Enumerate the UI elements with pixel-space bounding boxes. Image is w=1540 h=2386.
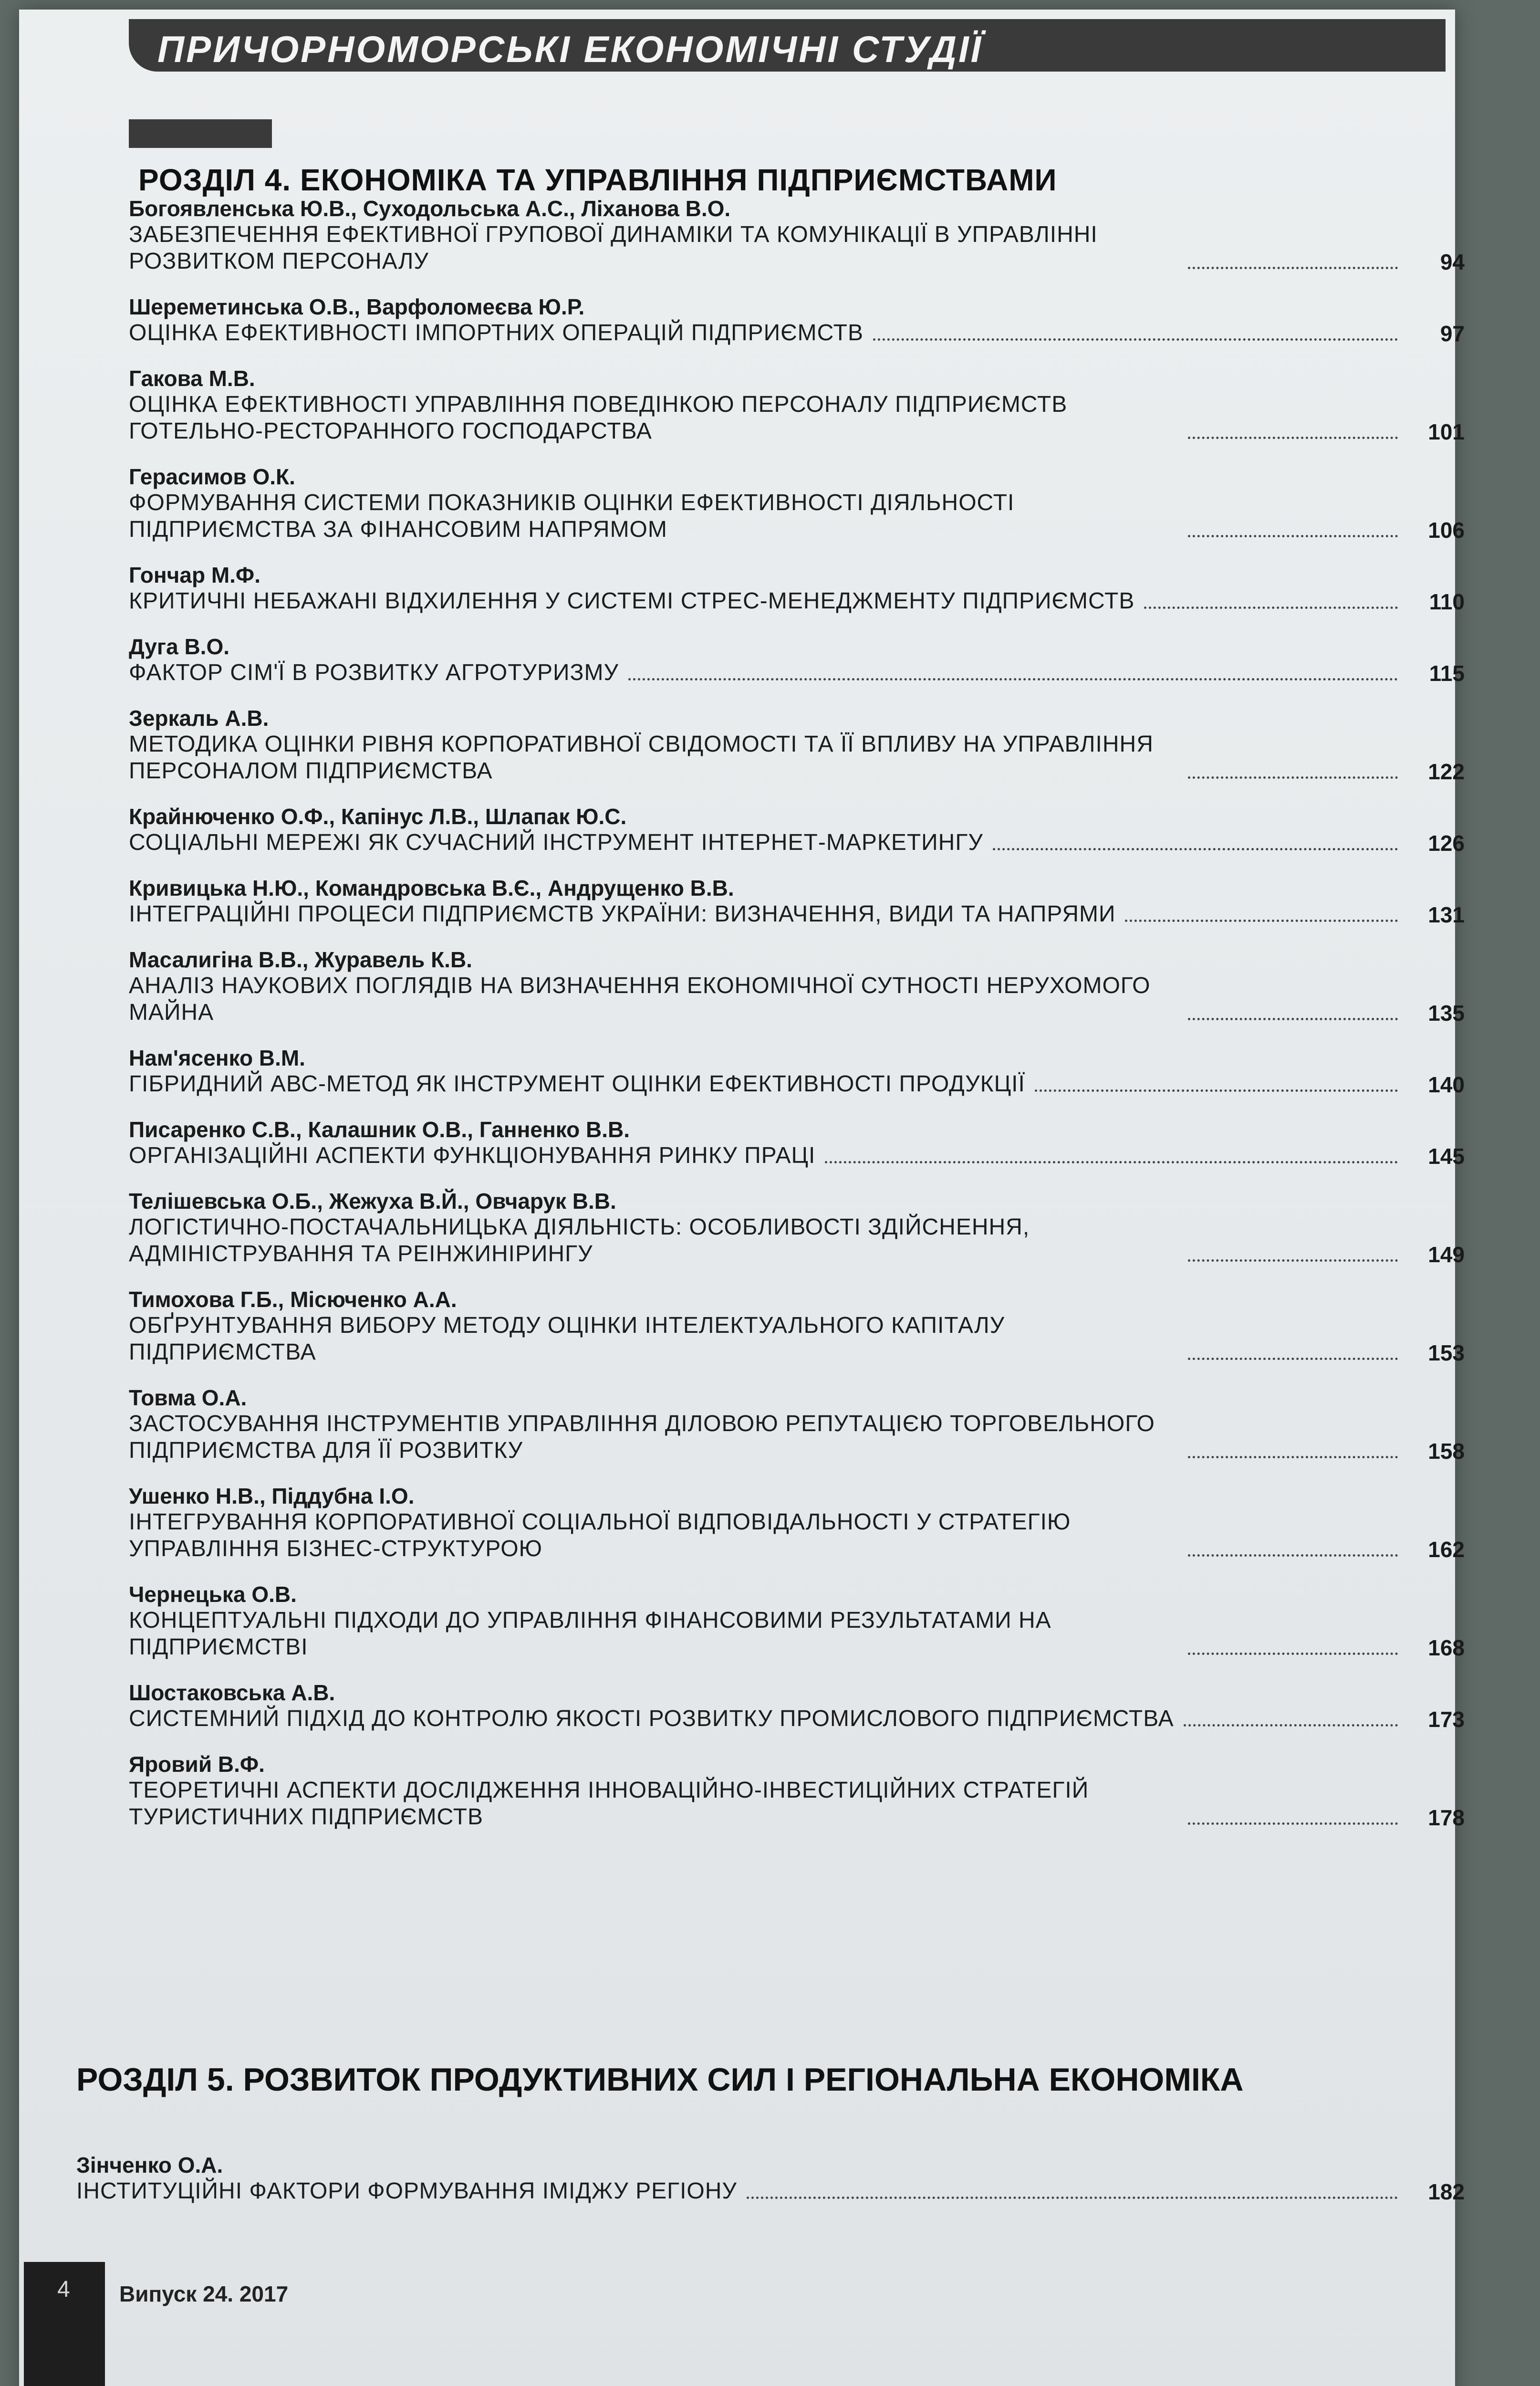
section-4-heading: РОЗДІЛ 4. ЕКОНОМІКА ТА УПРАВЛІННЯ ПІДПРИЄМСТВАМИ [138, 163, 1057, 197]
toc-entry[interactable] [129, 947, 1465, 1026]
dot-leader [1188, 1456, 1398, 1458]
toc-entry-title-row [129, 829, 1465, 856]
dot-leader [1188, 535, 1398, 537]
toc-entry[interactable] [129, 1680, 1465, 1732]
toc-entry-title: КРИТИЧНІ НЕБАЖАНІ ВІДХИЛЕННЯ У СИСТЕМІ СТРЕС-МЕНЕДЖМЕНТУ ПІДПРИЄМСТВ [129, 588, 1135, 614]
table-of-contents [129, 196, 1465, 1850]
toc-entry-title-row [129, 659, 1465, 686]
toc-entry-authors: Гончар М.Ф. [129, 563, 260, 587]
toc-entry-authors: Масалигіна В.В., Журавель К.В. [129, 947, 472, 972]
dot-leader [1125, 920, 1398, 922]
dot-leader [747, 2197, 1398, 2199]
toc-entry-page: 173 [1428, 1707, 1465, 1732]
toc-entry-authors: Товма О.А. [129, 1385, 247, 1410]
dot-leader [1144, 607, 1398, 609]
toc-entry-page: 140 [1428, 1072, 1465, 1097]
toc-entry-title-row [129, 1411, 1465, 1464]
toc-entry-page: 110 [1429, 589, 1465, 614]
toc-entry-title-row [129, 490, 1465, 543]
dot-leader [1188, 1653, 1398, 1655]
toc-entry-authors: Ушенко Н.В., Піддубна І.О. [129, 1484, 415, 1508]
toc-entry[interactable] [129, 562, 1465, 615]
toc-entry-title-row [129, 973, 1465, 1026]
toc-entry-authors: Нам'ясенко В.М. [129, 1046, 305, 1070]
toc-entry[interactable] [129, 705, 1465, 785]
page-number: 4 [57, 2277, 70, 2302]
toc-entry-page: 135 [1428, 1001, 1465, 1026]
toc-entry-title-row [129, 1509, 1465, 1562]
dot-leader [1188, 437, 1398, 439]
toc-entry[interactable] [129, 1117, 1465, 1169]
toc-entry-page: 162 [1428, 1537, 1465, 1562]
toc-entry-title-row [129, 391, 1465, 445]
dot-leader [1188, 1358, 1398, 1360]
toc-entry-page: 106 [1428, 518, 1465, 543]
dot-leader [1184, 1724, 1398, 1727]
toc-entry-page: 126 [1428, 831, 1465, 856]
toc-entry-title: ІНТЕГРУВАННЯ КОРПОРАТИВНОЇ СОЦІАЛЬНОЇ ВІДПОВІДАЛЬНОСТІ У СТРАТЕГІЮ УПРАВЛІННЯ БІЗНЕС-СТРУКТУРОЮ [129, 1509, 1071, 1561]
toc-entry-title-row [129, 1607, 1465, 1661]
dot-leader [1188, 776, 1398, 779]
toc-entry-title-row [129, 1312, 1465, 1366]
dot-leader [628, 678, 1398, 680]
toc-entry-title-row [129, 901, 1465, 928]
toc-entry-title: ФАКТОР СІМ'Ї В РОЗВИТКУ АГРОТУРИЗМУ [129, 660, 619, 685]
journal-header-bar [129, 19, 1446, 72]
toc-entry-page: 97 [1440, 321, 1465, 346]
toc-entry[interactable] [129, 196, 1465, 275]
section-5-heading: РОЗДІЛ 5. РОЗВИТОК ПРОДУКТИВНИХ СИЛ І РЕГІОНАЛЬНА ЕКОНОМІКА [76, 2062, 1244, 2098]
toc-entry-authors: Чернецька О.В. [129, 1582, 297, 1607]
toc-entry-title-row [129, 1706, 1465, 1732]
toc-entry-title: ОЦІНКА ЕФЕКТИВНОСТІ ІМПОРТНИХ ОПЕРАЦІЙ ПІДПРИЄМСТВ [129, 320, 864, 345]
dot-leader [1188, 267, 1398, 269]
toc-entry-title: КОНЦЕПТУАЛЬНІ ПІДХОДИ ДО УПРАВЛІННЯ ФІНАНСОВИМИ РЕЗУЛЬТАТАМИ НА ПІДПРИЄМСТВІ [129, 1608, 1051, 1660]
toc-entry[interactable] [129, 804, 1465, 856]
toc-entry-title: ФОРМУВАННЯ СИСТЕМИ ПОКАЗНИКІВ ОЦІНКИ ЕФЕКТИВНОСТІ ДІЯЛЬНОСТІ ПІДПРИЄМСТВА ЗА ФІНАНСОВИМ НАПРЯМОМ [129, 490, 1015, 542]
toc-entry-title: ОРГАНІЗАЦІЙНІ АСПЕКТИ ФУНКЦІОНУВАННЯ РИНКУ ПРАЦІ [129, 1143, 816, 1168]
journal-page [19, 10, 1465, 2386]
toc-entry-authors: Зеркаль А.В. [129, 706, 269, 731]
toc-entry-page: 178 [1428, 1805, 1465, 1830]
toc-entry-page: 158 [1428, 1439, 1465, 1464]
toc-entry-authors: Крайнюченко О.Ф., Капінус Л.В., Шлапак Ю.С. [129, 804, 627, 829]
issue-label: Випуск 24. 2017 [119, 2281, 289, 2306]
toc-entry-page: 101 [1428, 419, 1465, 444]
toc-entry-authors: Шостаковська А.В. [129, 1680, 335, 1705]
toc-entry-title: ОБҐРУНТУВАННЯ ВИБОРУ МЕТОДУ ОЦІНКИ ІНТЕЛЕКТУАЛЬНОГО КАПІТАЛУ ПІДПРИЄМСТВА [129, 1313, 1005, 1365]
toc-entry-title: ЗАСТОСУВАННЯ ІНСТРУМЕНТІВ УПРАВЛІННЯ ДІЛОВОЮ РЕПУТАЦІЄЮ ТОРГОВЕЛЬНОГО ПІДПРИЄМСТВА ДЛЯ ЇЇ РОЗВИТКУ [129, 1411, 1155, 1463]
toc-entry-title-row [76, 2178, 1465, 2205]
toc-entry-title-row [129, 1071, 1465, 1098]
toc-entry-authors: Писаренко С.В., Калашник О.В., Ганненко В.В. [129, 1117, 630, 1142]
toc-entry-title: ЛОГІСТИЧНО-ПОСТАЧАЛЬНИЦЬКА ДІЯЛЬНІСТЬ: ОСОБЛИВОСТІ ЗДІЙСНЕННЯ, АДМІНІСТРУВАННЯ ТА РЕІНЖИНІРИНГУ [129, 1214, 1030, 1266]
toc-entry-page: 131 [1428, 902, 1465, 927]
toc-entry-page: 94 [1440, 250, 1465, 274]
toc-entry-title-row [129, 320, 1465, 346]
toc-entry-page: 182 [1428, 2179, 1465, 2204]
toc-entry-authors: Зінченко О.А. [76, 2153, 223, 2177]
toc-entry-authors: Герасимов О.К. [129, 464, 295, 489]
toc-entry-authors: Богоявленська Ю.В., Суходольська А.С., Ліханова В.О. [129, 196, 731, 221]
toc-entry-title-row [129, 1142, 1465, 1169]
toc-entry[interactable] [129, 1385, 1465, 1464]
toc-entry-page: 149 [1428, 1242, 1465, 1267]
toc-entry-page: 145 [1428, 1144, 1465, 1169]
toc-entry-title: ЗАБЕЗПЕЧЕННЯ ЕФЕКТИВНОЇ ГРУПОВОЇ ДИНАМІКИ ТА КОМУНІКАЦІЇ В УПРАВЛІННІ РОЗВИТКОМ ПЕРСОНАЛУ [129, 222, 1098, 274]
toc-entry-title: ОЦІНКА ЕФЕКТИВНОСТІ УПРАВЛІННЯ ПОВЕДІНКОЮ ПЕРСОНАЛУ ПІДПРИЄМСТВ ГОТЕЛЬНО-РЕСТОРАННОГО ГОСПОДАРСТВА [129, 392, 1068, 444]
toc-entry[interactable] [129, 1188, 1465, 1267]
toc-entry-title: МЕТОДИКА ОЦІНКИ РІВНЯ КОРПОРАТИВНОЇ СВІДОМОСТІ ТА ЇЇ ВПЛИВУ НА УПРАВЛІННЯ ПЕРСОНАЛОМ ПІДПРИЄМСТВА [129, 732, 1154, 784]
toc-entry-title-row [129, 221, 1465, 275]
toc-entry-title: СИСТЕМНИЙ ПІДХІД ДО КОНТРОЛЮ ЯКОСТІ РОЗВИТКУ ПРОМИСЛОВОГО ПІДПРИЄМСТВА [129, 1706, 1174, 1731]
toc-entry[interactable] [129, 366, 1465, 445]
toc-entry-page: 168 [1428, 1635, 1465, 1660]
toc-entry[interactable] [129, 1287, 1465, 1366]
toc-entry-title: ГІБРИДНИЙ АВС-МЕТОД ЯК ІНСТРУМЕНТ ОЦІНКИ ЕФЕКТИВНОСТІ ПРОДУКЦІЇ [129, 1071, 1025, 1097]
toc-entry[interactable] [129, 1045, 1465, 1098]
toc-entry-title: ІНТЕГРАЦІЙНІ ПРОЦЕСИ ПІДПРИЄМСТВ УКРАЇНИ: ВИЗНАЧЕННЯ, ВИДИ ТА НАПРЯМИ [129, 901, 1116, 927]
toc-entry-authors: Телішевська О.Б., Жежуха В.Й., Овчарук В.В. [129, 1189, 616, 1214]
toc-entry-authors: Шереметинська О.В., Варфоломеєва Ю.Р. [129, 294, 585, 319]
toc-entry-authors: Кривицька Н.Ю., Командровська В.Є., Андрущенко В.В. [129, 876, 734, 900]
dot-leader [825, 1161, 1398, 1163]
dot-leader [1188, 1259, 1398, 1262]
toc-entry-authors: Дуга В.О. [129, 634, 229, 659]
journal-title: ПРИЧОРНОМОРСЬКІ ЕКОНОМІЧНІ СТУДІЇ [157, 28, 983, 70]
toc-entry[interactable] [129, 1483, 1465, 1562]
dot-leader [1188, 1554, 1398, 1557]
toc-entry[interactable] [129, 875, 1465, 928]
toc-entry-title-row [129, 731, 1465, 785]
dot-leader [1035, 1089, 1398, 1092]
section-bar [129, 119, 272, 148]
toc-entry[interactable] [129, 1581, 1465, 1661]
dot-leader [1188, 1822, 1398, 1825]
toc-entry[interactable] [129, 294, 1465, 346]
toc-entry-title: АНАЛІЗ НАУКОВИХ ПОГЛЯДІВ НА ВИЗНАЧЕННЯ ЕКОНОМІЧНОЇ СУТНОСТІ НЕРУХОМОГО МАЙНА [129, 973, 1151, 1025]
toc-entry[interactable] [129, 1751, 1465, 1831]
toc-entry-page: 122 [1428, 759, 1465, 784]
toc-entry-title-row [129, 588, 1465, 615]
toc-entry[interactable] [129, 634, 1465, 686]
toc-entry-title-row [129, 1214, 1465, 1267]
toc-entry-title: ІНСТИТУЦІЙНІ ФАКТОРИ ФОРМУВАННЯ ІМІДЖУ РЕГІОНУ [76, 2178, 737, 2204]
toc-entry-authors: Яровий В.Ф. [129, 1752, 265, 1777]
dot-leader [1188, 1018, 1398, 1020]
dot-leader [873, 338, 1398, 341]
toc-entry-title: ТЕОРЕТИЧНІ АСПЕКТИ ДОСЛІДЖЕННЯ ІННОВАЦІЙНО-ІНВЕСТИЦІЙНИХ СТРАТЕГІЙ ТУРИСТИЧНИХ ПІДПРИЄМСТВ [129, 1778, 1089, 1830]
toc-entry-title-row [129, 1777, 1465, 1831]
toc-entry-page: 115 [1429, 661, 1465, 686]
toc-entry-page: 153 [1428, 1340, 1465, 1365]
toc-entry-authors: Тимохова Г.Б., Місюченко А.А. [129, 1287, 457, 1312]
toc-entry-authors: Гакова М.В. [129, 366, 255, 391]
toc-entry-section5[interactable] [76, 2152, 1465, 2205]
toc-entry[interactable] [129, 464, 1465, 543]
dot-leader [993, 848, 1398, 850]
toc-entry-title: СОЦІАЛЬНІ МЕРЕЖІ ЯК СУЧАСНИЙ ІНСТРУМЕНТ ІНТЕРНЕТ-МАРКЕТИНГУ [129, 830, 983, 855]
